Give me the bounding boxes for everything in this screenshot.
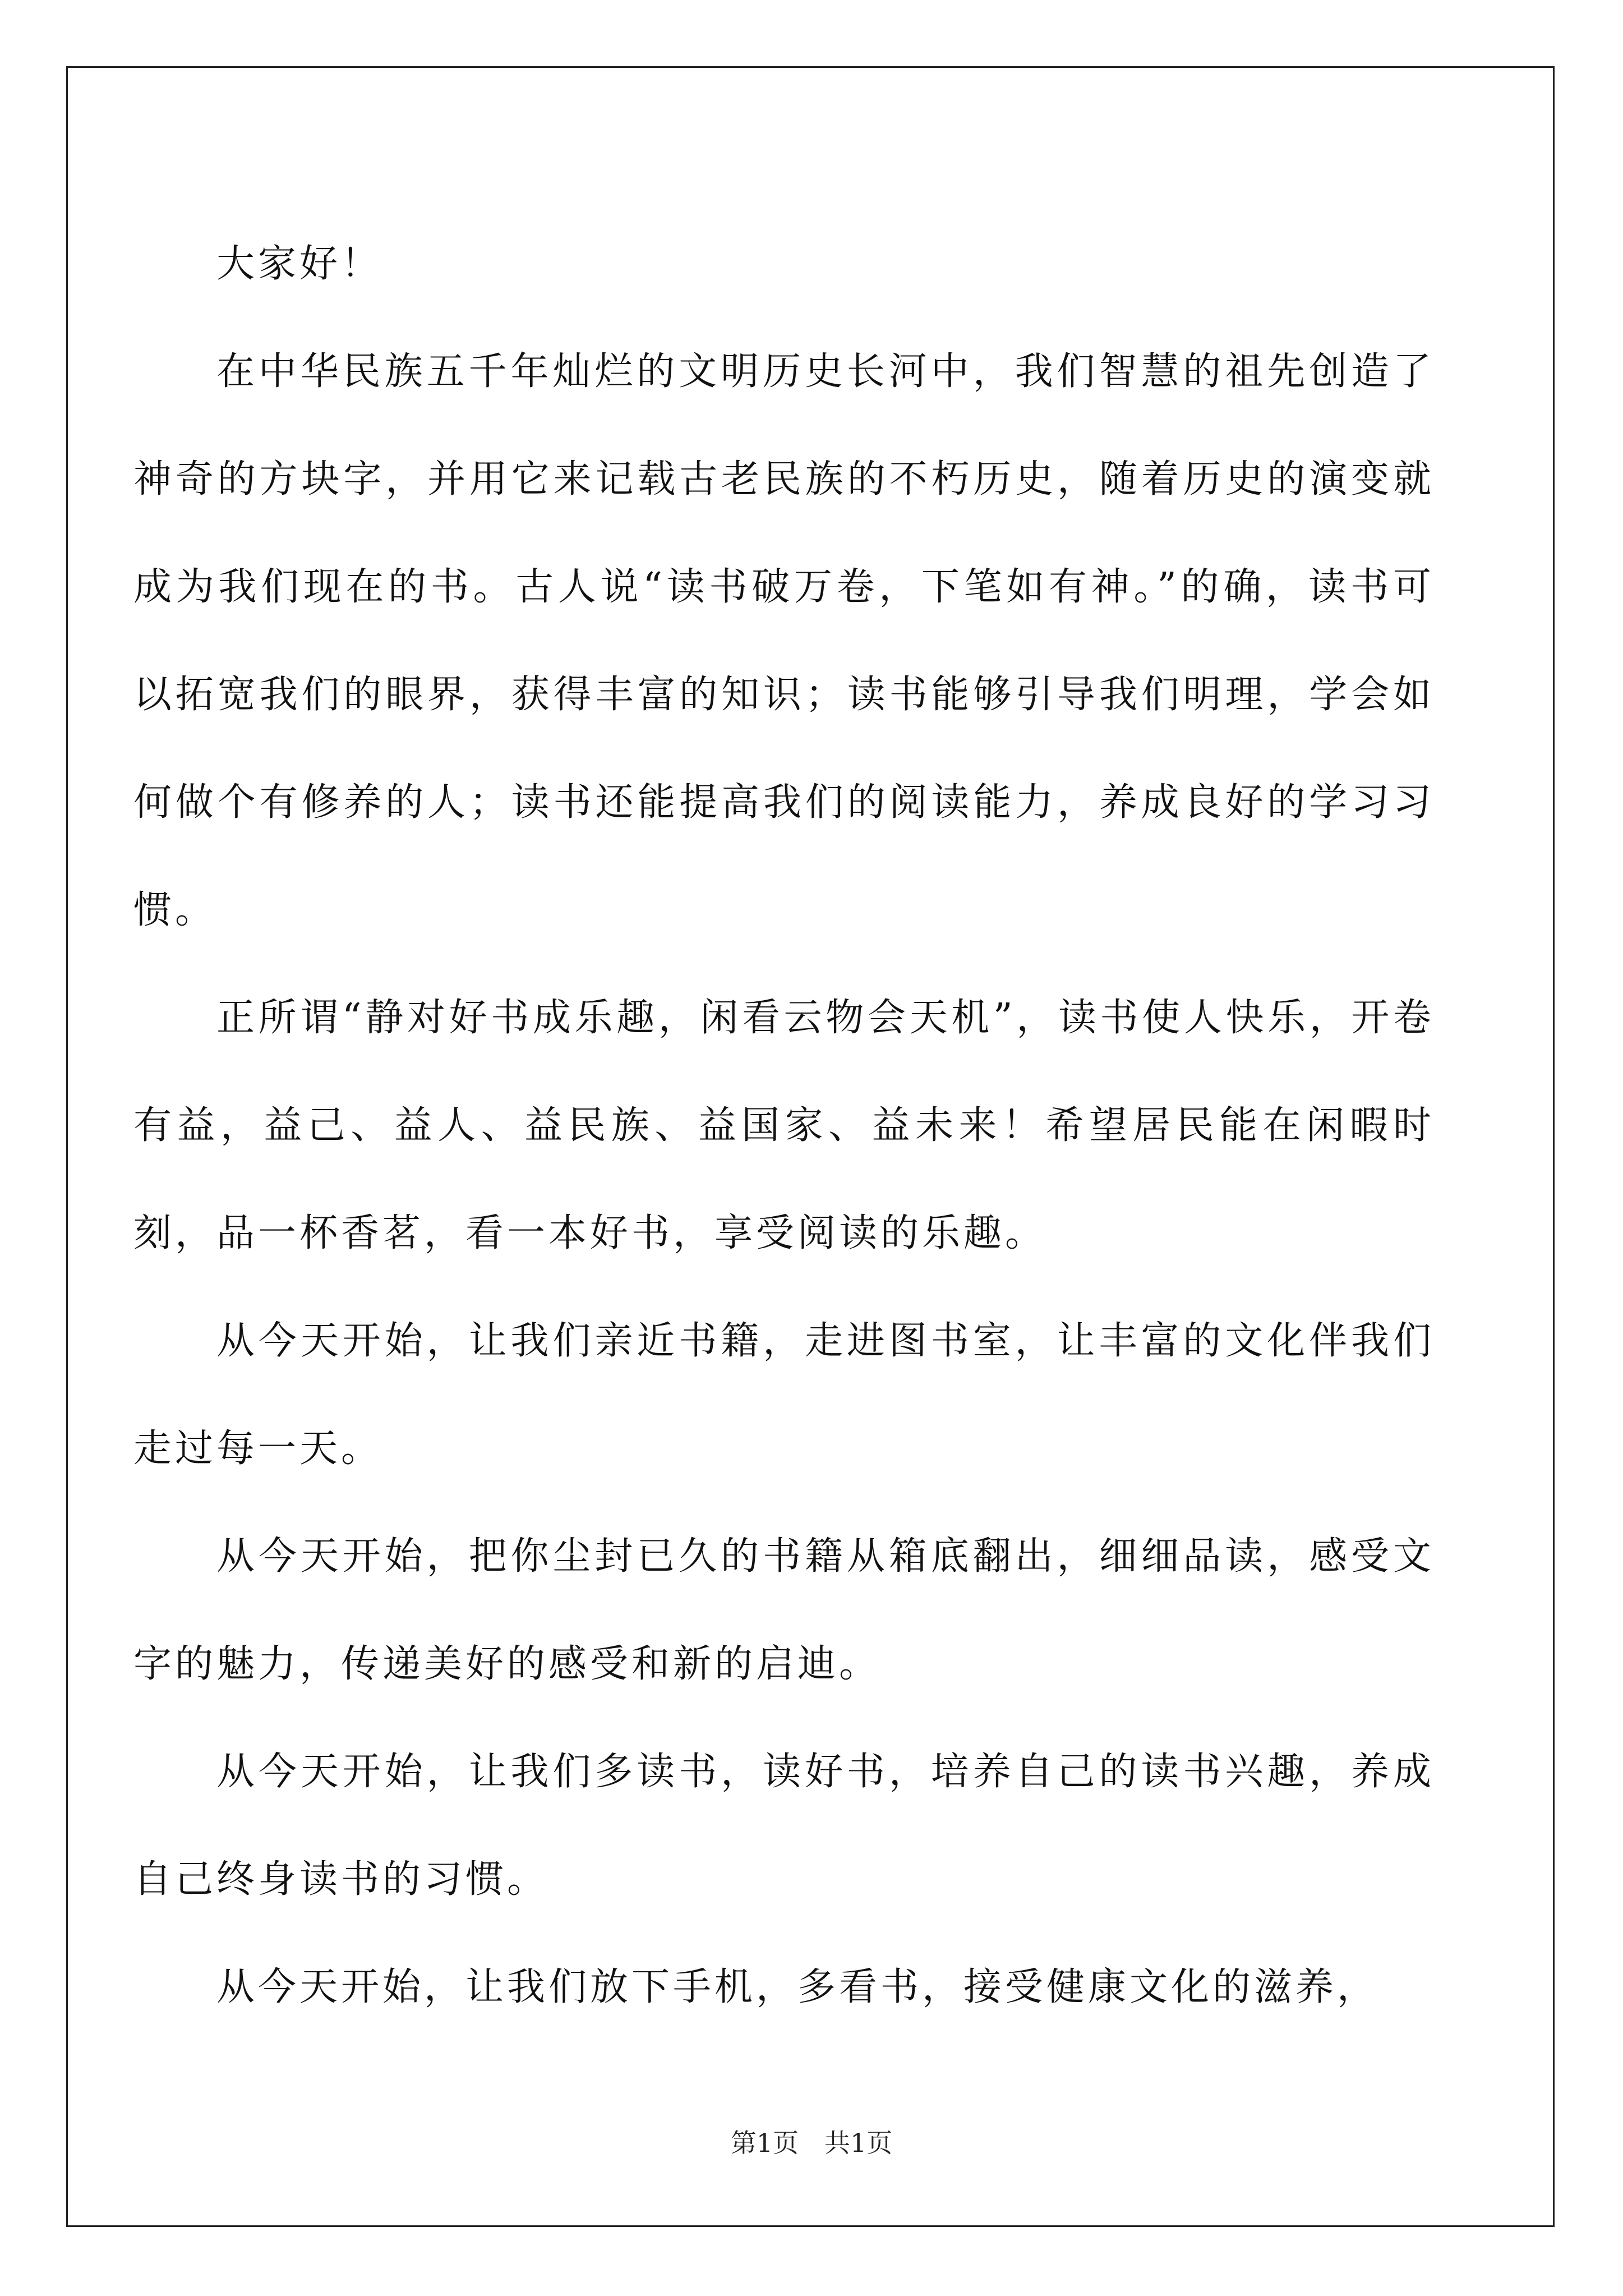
greeting: 大家好！ xyxy=(216,242,383,286)
paragraph: 从今天开始，让我们多读书，读好书，培养自己的读书兴趣，养成自己终身读书的习惯。 xyxy=(133,1750,1435,1902)
paragraph: 从今天开始，让我们放下手机，多看书，接受健康文化的滋养， xyxy=(216,1965,1379,2009)
paragraph: 正所谓“静对好书成乐趣，闲看云物会天机”，读书使人快乐，开卷有益，益己、益人、益民族、益国家、益未来！希望居民能在闲暇时刻，品一杯香茗，看一本好书，享受阅读的乐趣。 xyxy=(133,996,1435,1255)
page-number-total: 共1页 xyxy=(824,2128,893,2158)
paragraph: 从今天开始，让我们亲近书籍，走进图书室，让丰富的文化伴我们走过每一天。 xyxy=(133,1319,1435,1471)
paragraph: 从今天开始，把你尘封已久的书籍从箱底翻出，细细品读，感受文字的魅力，传递美好的感受和新的启迪。 xyxy=(133,1534,1435,1686)
document-body xyxy=(133,210,1435,2041)
page-number-current: 第1页 xyxy=(730,2128,799,2158)
page-footer xyxy=(0,2126,1623,2160)
paragraph: 在中华民族五千年灿烂的文明历史长河中，我们智慧的祖先创造了神奇的方块字，并用它来记载古老民族的不朽历史，随着历史的演变就成为我们现在的书。古人说“读书破万卷，下笔如有神。”的确，读书可以拓宽我们的眼界，获得丰富的知识；读书能够引导我们明理，学会如何做个有修养的人；读书还能提高我们的阅读能力，养成良好的学习习惯。 xyxy=(133,349,1435,932)
